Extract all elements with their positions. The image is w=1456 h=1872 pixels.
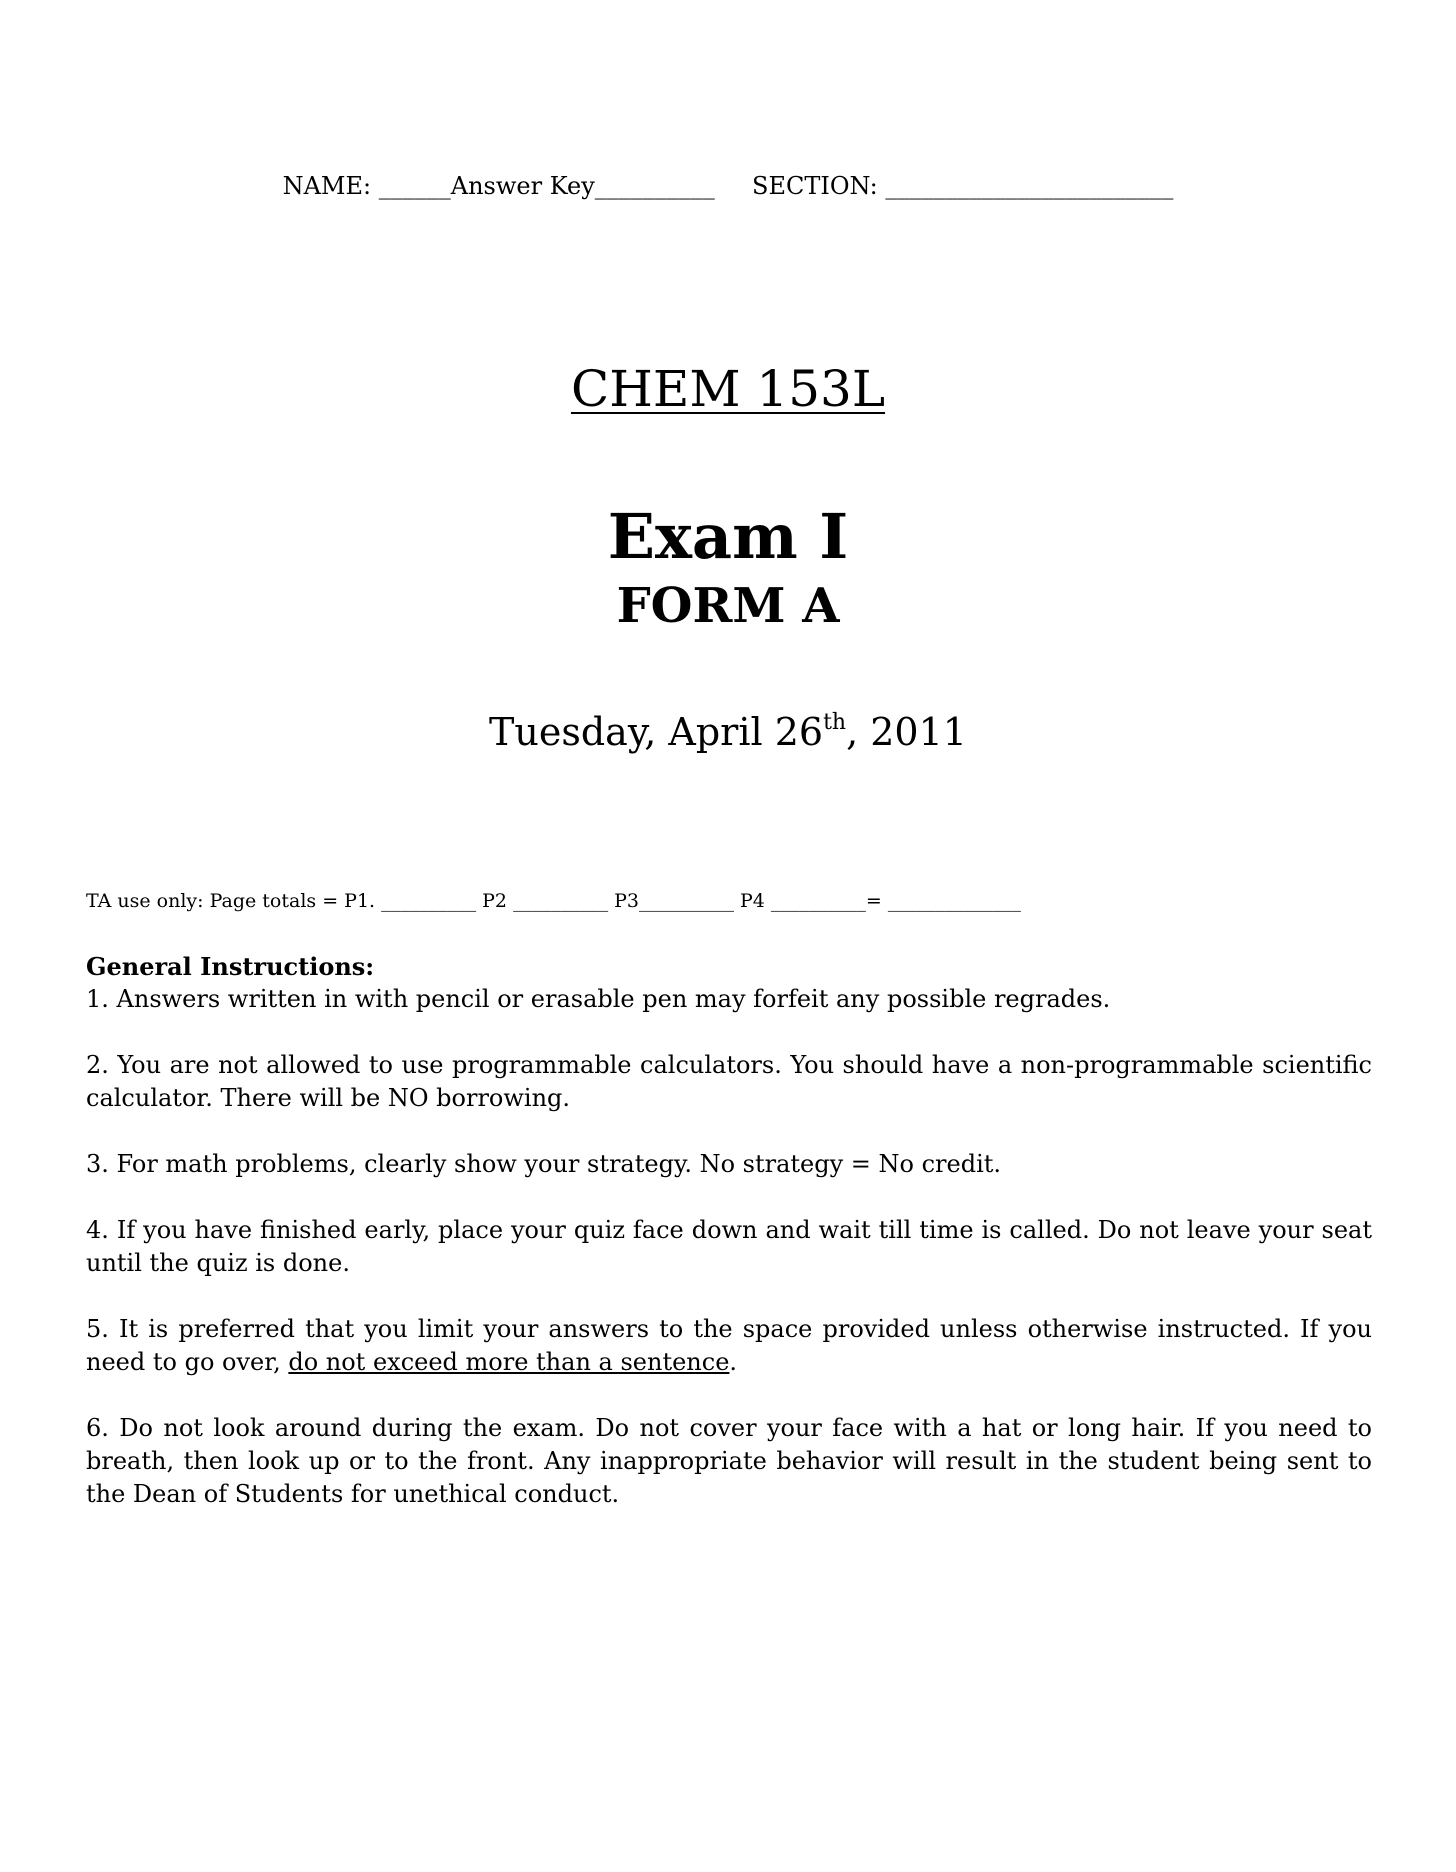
name-label: NAME: bbox=[282, 172, 372, 200]
date-prefix: Tuesday, April 26 bbox=[489, 710, 824, 754]
general-instructions bbox=[86, 950, 1372, 1544]
instructions-heading: General Instructions: bbox=[86, 952, 375, 981]
instruction-item: 2. You are not allowed to use programmable calculators. You should have a non-programmable scientific calculator. There will be NO borrowing. bbox=[86, 1051, 1372, 1112]
form-title: FORM A bbox=[616, 578, 840, 634]
instruction-5-text: 5. It is preferred that you limit your answers to the space provided unless otherwise instructed. If you need to go over, bbox=[86, 1315, 1372, 1376]
instruction-5-underlined: do not exceed more than a sentence bbox=[288, 1348, 730, 1376]
instruction-item bbox=[86, 1313, 1372, 1379]
name-value: ______Answer Key__________ bbox=[378, 172, 715, 200]
ta-page-totals: TA use only: Page totals = P1. __________ P2 __________ P3__________ P4 __________= ______________ bbox=[86, 890, 1021, 912]
exam-title: Exam I bbox=[607, 500, 849, 573]
instruction-item: 4. If you have finished early, place your quiz face down and wait till time is called. Do not leave your seat until the quiz is done. bbox=[86, 1216, 1372, 1277]
date-suffix: , 2011 bbox=[846, 710, 967, 754]
instruction-item: 3. For math problems, clearly show your strategy. No strategy = No credit. bbox=[86, 1150, 1002, 1178]
section-label: SECTION: bbox=[752, 172, 878, 200]
course-title: CHEM 153L bbox=[570, 360, 886, 418]
section-value: ________________________ bbox=[885, 172, 1174, 200]
date-superscript: th bbox=[823, 710, 847, 735]
instruction-5-end: . bbox=[729, 1348, 738, 1376]
instruction-item: 1. Answers written in with pencil or erasable pen may forfeit any possible regrades. bbox=[86, 985, 1111, 1013]
exam-date bbox=[0, 710, 1456, 754]
instruction-item: 6. Do not look around during the exam. Do not cover your face with a hat or long hair. If you need to breath, then look up or to the front. Any inappropriate behavior will result in the student being sent to the Dean of Students for unethical conduct. bbox=[86, 1414, 1372, 1508]
name-section-line bbox=[0, 172, 1456, 200]
